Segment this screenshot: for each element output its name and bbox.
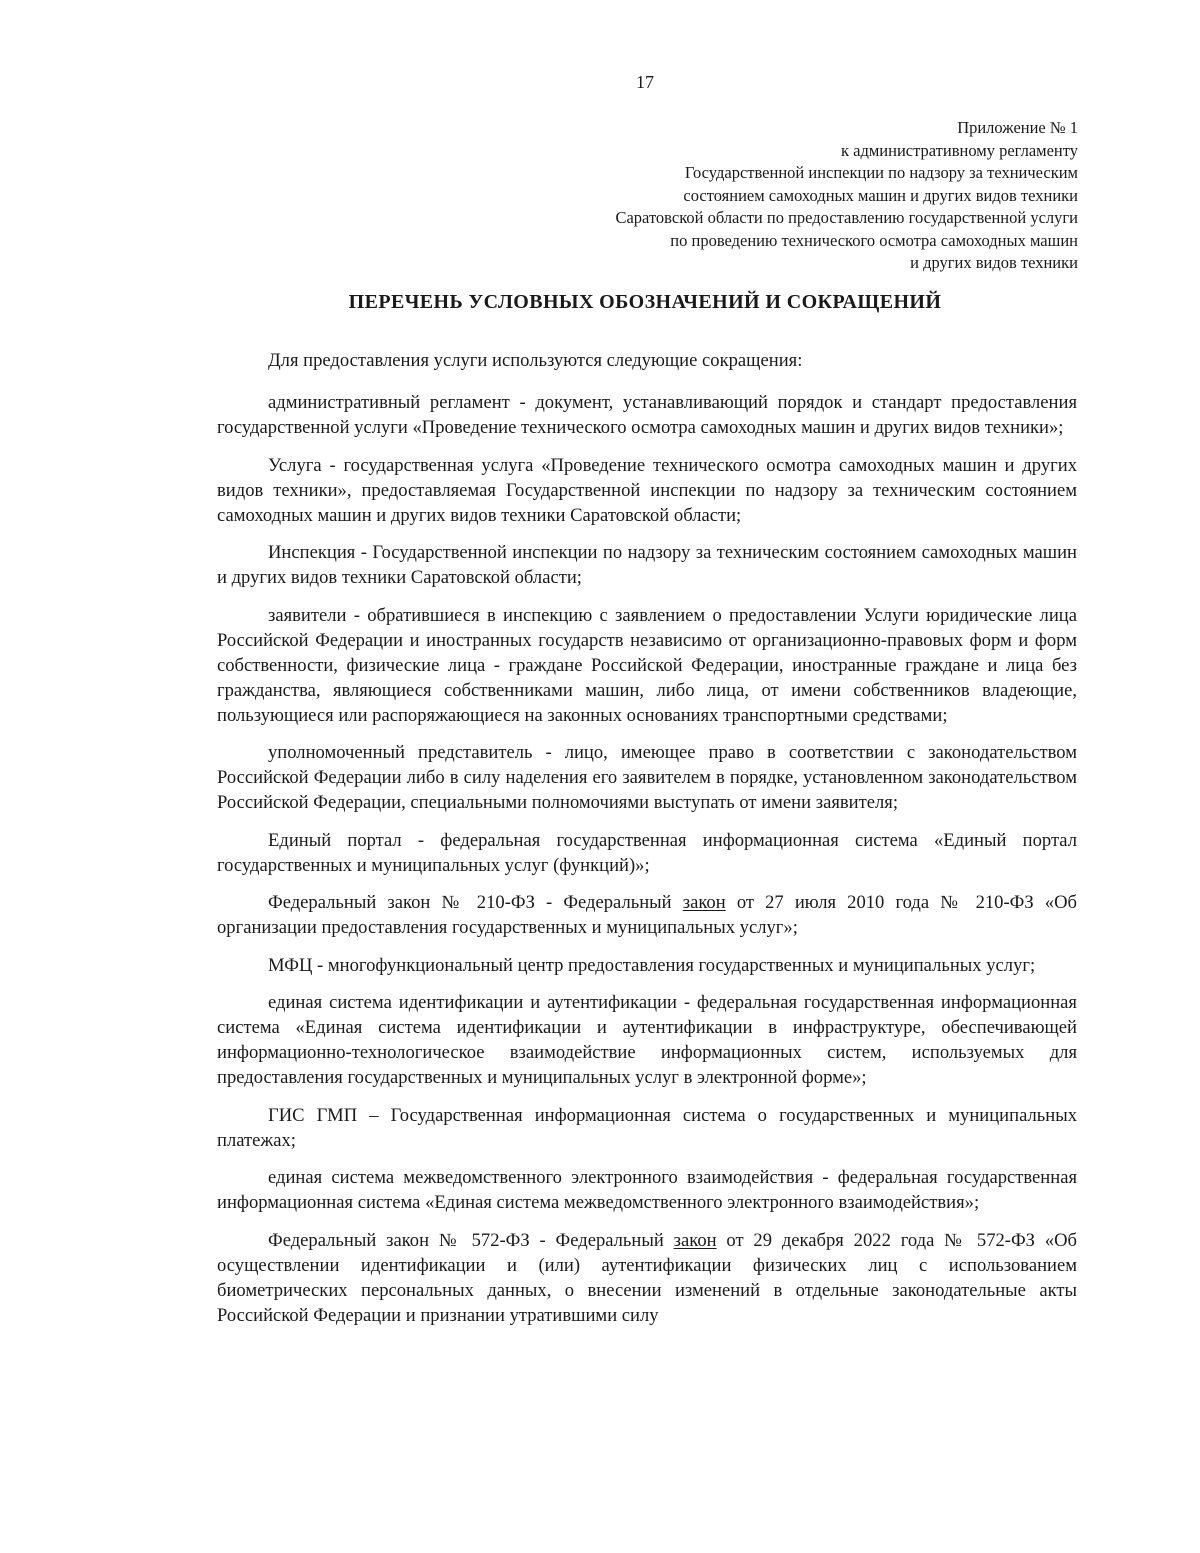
law-210-link[interactable]: закон [682,892,726,913]
document-body [217,348,1077,1328]
definition-esia: единая система идентификации и аутентификации - федеральная государственная информационная система «Единая система идентификации и аутентификации в инфраструктуре, обеспечивающей информационно-технологическое взаимодействие информационных систем, используемых для предоставления государственных и муниципальных услуг в электронной форме»; [217,992,1077,1088]
law-210-suffix: от 27 июля 2010 года № 210-ФЗ «Об организации предоставления государственных и муниципальных услуг»; [217,892,1077,938]
law-572-prefix: Федеральный закон № 572-ФЗ - Федеральный [268,1229,674,1251]
definition-unified-portal: Единый портал - федеральная государственная информационная система «Единый портал государственных и муниципальных услуг (функций)»; [217,829,1077,876]
definition-admin-regulation: административный регламент - документ, устанавливающий порядок и стандарт предоставления государственной услуги «Проведение технического осмотра самоходных машин и других видов техники»; [217,392,1077,438]
document-title: ПЕРЕЧЕНЬ УСЛОВНЫХ ОБОЗНАЧЕНИЙ И СОКРАЩЕНИЙ [348,291,942,313]
annex-line: по проведению технического осмотра самоходных машин [670,230,1078,250]
annex-line: Саратовской области по предоставлению государственной услуги [615,208,1078,227]
definition-law-572 [217,1228,1077,1328]
definition-smev: единая система межведомственного электронного взаимодействия - федеральная государственная информационная система «Единая система межведомственного электронного взаимодействия»; [217,1167,1077,1213]
definition-mfc: МФЦ - многофункциональный центр предоставления государственных и муниципальных услуг; [268,954,1036,976]
annex-line: к административному регламенту [841,140,1078,160]
annex-line: состоянием самоходных машин и других видов техники [683,185,1078,205]
law-572-link[interactable]: закон [673,1229,717,1251]
annex-line: и других видов техники [910,253,1078,272]
law-210-prefix: Федеральный закон № 210-ФЗ - Федеральный [268,892,683,913]
annex-line: Приложение № 1 [957,118,1078,137]
definition-inspection: Инспекция - Государственной инспекции по надзору за техническим состоянием самоходных машин и других видов техники Саратовской области; [217,542,1077,588]
definition-applicants: заявители - обратившиеся в инспекцию с заявлением о предоставлении Услуги юридические лица Российской Федерации и иностранных государств независимо от организационно-правовых форм и форм собственности, физические лица - граждане Российской Федерации, иностранные граждане и лица без гражданства, являющиеся собственниками машин, либо лица, от имени собственников владеющие, пользующиеся или распоряжающиеся на законных основаниях транспортными средствами; [217,604,1077,726]
annex-header [518,117,1078,275]
definition-law-210 [217,890,1077,940]
definition-representative: уполномоченный представитель - лицо, имеющее право в соответствии с законодательством Российской Федерации либо в силу наделения его заявителем в порядке, установленном законодательством Российской Федерации, специальными полномочиями выступать от имени заявителя; [217,742,1077,813]
annex-line: Государственной инспекции по надзору за техническим [684,163,1078,182]
law-572-suffix: от 29 декабря 2022 года № 572-ФЗ «Об осуществлении идентификации и (или) аутентификации физических лиц с использованием биометрических персональных данных, о внесении изменений в отдельные законодательные акты Российской Федерации и признании утратившими силу [217,1229,1077,1326]
page-number: 17 [636,72,654,92]
definition-service: Услуга - государственная услуга «Проведение технического осмотра самоходных машин и других видов техники», предоставляемая Государственной инспекции по надзору за техническим состоянием самоходных машин и других видов техники Саратовской области; [217,454,1077,526]
intro-paragraph: Для предоставления услуги используются следующие сокращения: [268,350,803,371]
definition-gis-gmp: ГИС ГМП – Государственная информационная система о государственных и муниципальных платежах; [217,1104,1077,1151]
